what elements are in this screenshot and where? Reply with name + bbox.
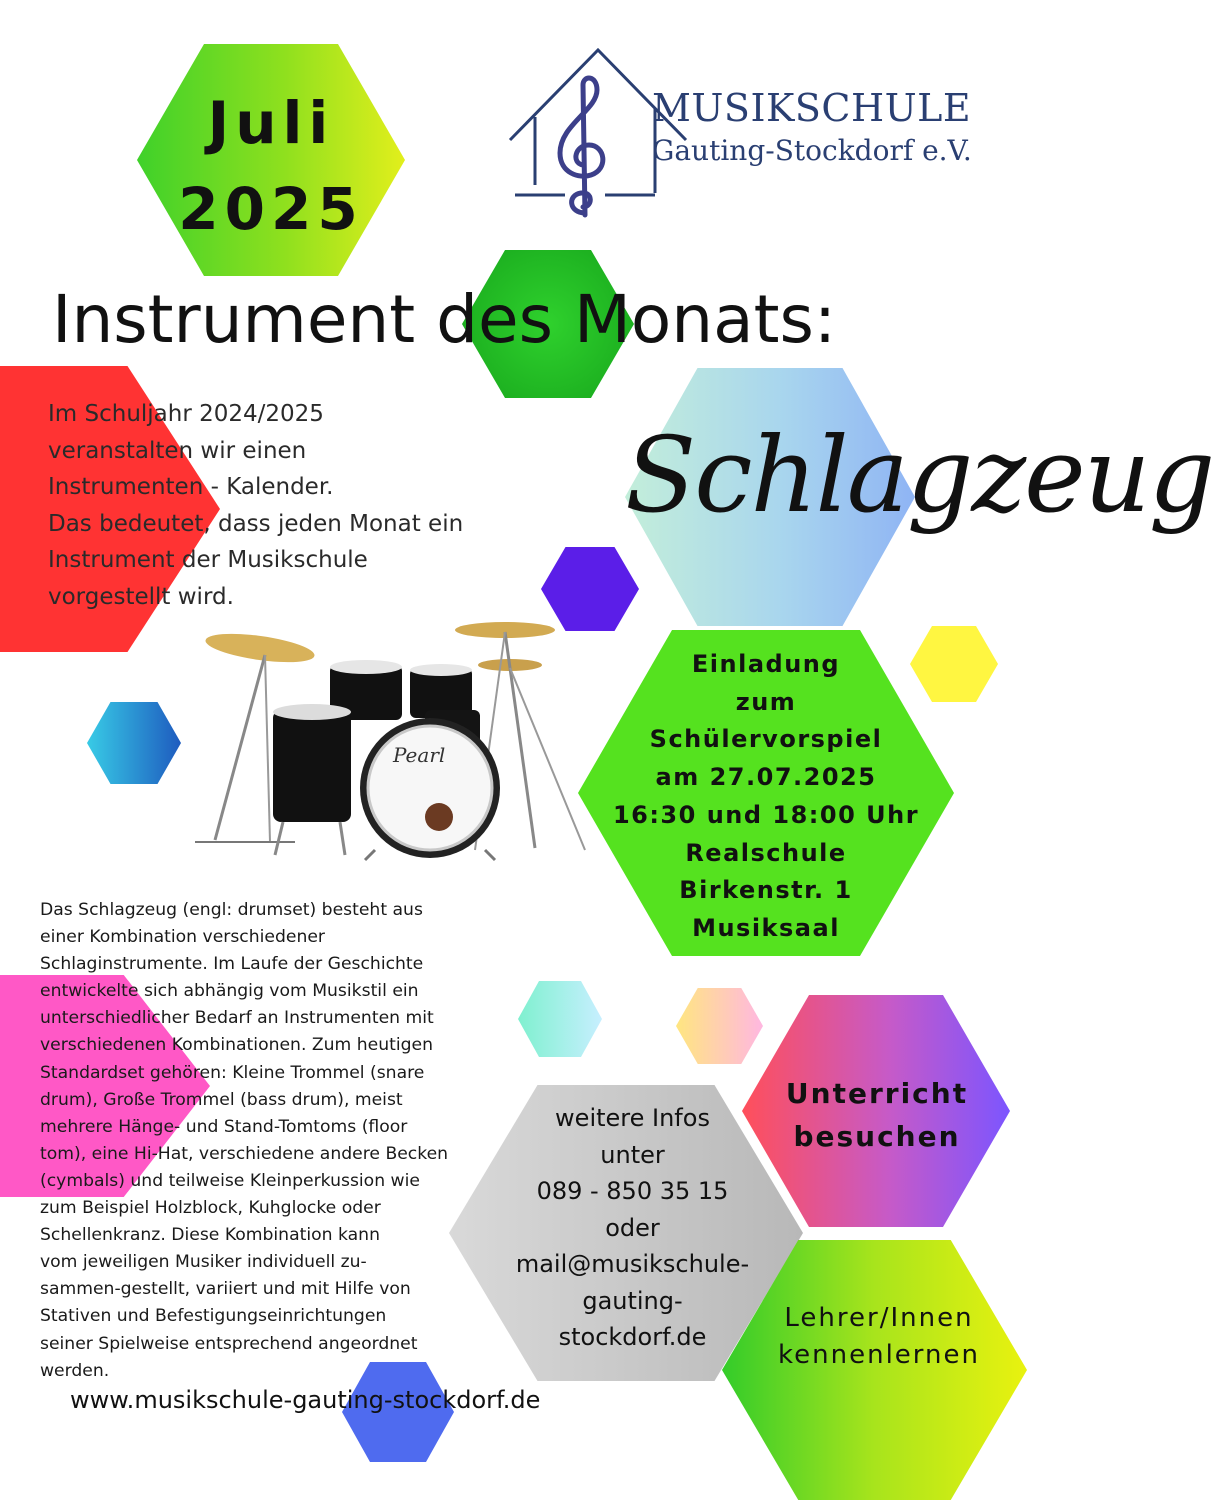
description-line: Schellenkranz. Diese Kombination kann	[40, 1225, 380, 1246]
date-label	[137, 80, 405, 252]
intro-text	[48, 396, 568, 615]
website-link[interactable]: www.musikschule-gauting-stockdorf.de	[70, 1386, 541, 1414]
intro-line: Instrumenten - Kalender.	[48, 474, 334, 500]
teachers-line: kennenlernen	[778, 1340, 980, 1370]
description-line: vom jeweiligen Musiker individuell zu-	[40, 1252, 367, 1273]
info-text	[470, 1100, 795, 1356]
description-line: tom), eine Hi-Hat, verschiedene andere Becken	[40, 1143, 449, 1164]
house-treble-clef-icon	[505, 45, 975, 220]
description-text	[40, 897, 520, 1385]
invitation-line: zum	[735, 687, 797, 716]
headline-part3: Monats:	[553, 281, 837, 358]
headline-part1: Instrument	[52, 281, 437, 358]
description-line: entwickelte sich abhängig vom Musikstil ein	[40, 981, 419, 1002]
description-line: seiner Spielweise entsprechend angeordnet	[40, 1333, 418, 1354]
teachers-line: Lehrer/Innen	[784, 1303, 974, 1333]
instrument-name: Schlagzeug	[625, 414, 1213, 536]
invitation-line: Birkenstr. 1	[679, 876, 853, 905]
intro-line: Instrument der Musikschule	[48, 547, 368, 573]
description-line: (cymbals) und teilweise Kleinperkussion wie	[40, 1170, 420, 1191]
description-line: Standardset gehören: Kleine Trommel (snare	[40, 1062, 425, 1083]
invitation-line: Realschule	[685, 838, 847, 867]
drum-brand: Pearl	[393, 743, 446, 767]
peach-hexagon	[676, 988, 763, 1064]
intro-line: veranstalten wir einen	[48, 437, 307, 464]
date-year: 2025	[178, 175, 364, 243]
invitation-line: Einladung	[691, 650, 841, 678]
description-line: sammen-gestellt, variiert und mit Hilfe von	[40, 1279, 411, 1300]
info-email[interactable]: mail@musikschule-	[515, 1250, 750, 1278]
drum-kit-photo	[175, 610, 595, 865]
info-email[interactable]: stockdorf.de	[558, 1323, 707, 1351]
intro-line: vorgestellt wird.	[48, 583, 234, 610]
description-line: unterschiedlicher Bedarf an Instrumenten mit	[40, 1008, 434, 1029]
invitation-line: Musiksaal	[692, 913, 840, 942]
lesson-line: besuchen	[793, 1120, 961, 1153]
description-line: mehrere Hänge- und Stand-Tomtoms (floor	[40, 1116, 408, 1137]
description-line: einer Kombination verschiedener	[40, 927, 325, 948]
description-line: drum), Große Trommel (bass drum), meist	[40, 1089, 403, 1110]
info-line: unter	[600, 1140, 665, 1169]
headline-part2: des	[436, 281, 553, 358]
date-month: Juli	[207, 89, 335, 157]
blue-hexagon	[87, 702, 181, 784]
headline	[52, 277, 992, 363]
info-line: oder	[605, 1213, 660, 1242]
logo-name: MUSIKSCHULE	[652, 86, 972, 130]
description-line: Stativen und Befestigungseinrichtungen	[40, 1306, 387, 1327]
logo-subtitle: Gauting-Stockdorf e.V.	[652, 134, 972, 167]
info-line: weitere Infos	[555, 1104, 710, 1132]
description-line: werden.	[40, 1360, 110, 1381]
mint-hexagon	[518, 981, 602, 1057]
invitation-line: Schülervorspiel	[649, 725, 883, 754]
description-line: zum Beispiel Holzblock, Kuhglocke oder	[40, 1198, 381, 1219]
description-line: Das Schlagzeug (engl: drumset) besteht aus	[40, 900, 423, 920]
info-phone[interactable]: 089 - 850 35 15	[536, 1177, 729, 1205]
teachers-link[interactable]	[752, 1300, 1006, 1374]
intro-line: Im Schuljahr 2024/2025	[48, 401, 324, 427]
description-line: verschiedenen Kombinationen. Zum heutigen	[40, 1035, 433, 1056]
lesson-line: Unterricht	[785, 1077, 969, 1110]
info-email[interactable]: gauting-	[582, 1286, 683, 1315]
description-line: Schlaginstrumente. Im Laufe der Geschichte	[40, 954, 424, 975]
invitation-text	[598, 646, 934, 948]
invitation-line: 16:30 und 18:00 Uhr	[612, 800, 920, 829]
intro-line: Das bedeutet, dass jeden Monat ein	[48, 510, 464, 537]
invitation-line: am 27.07.2025	[655, 763, 877, 792]
